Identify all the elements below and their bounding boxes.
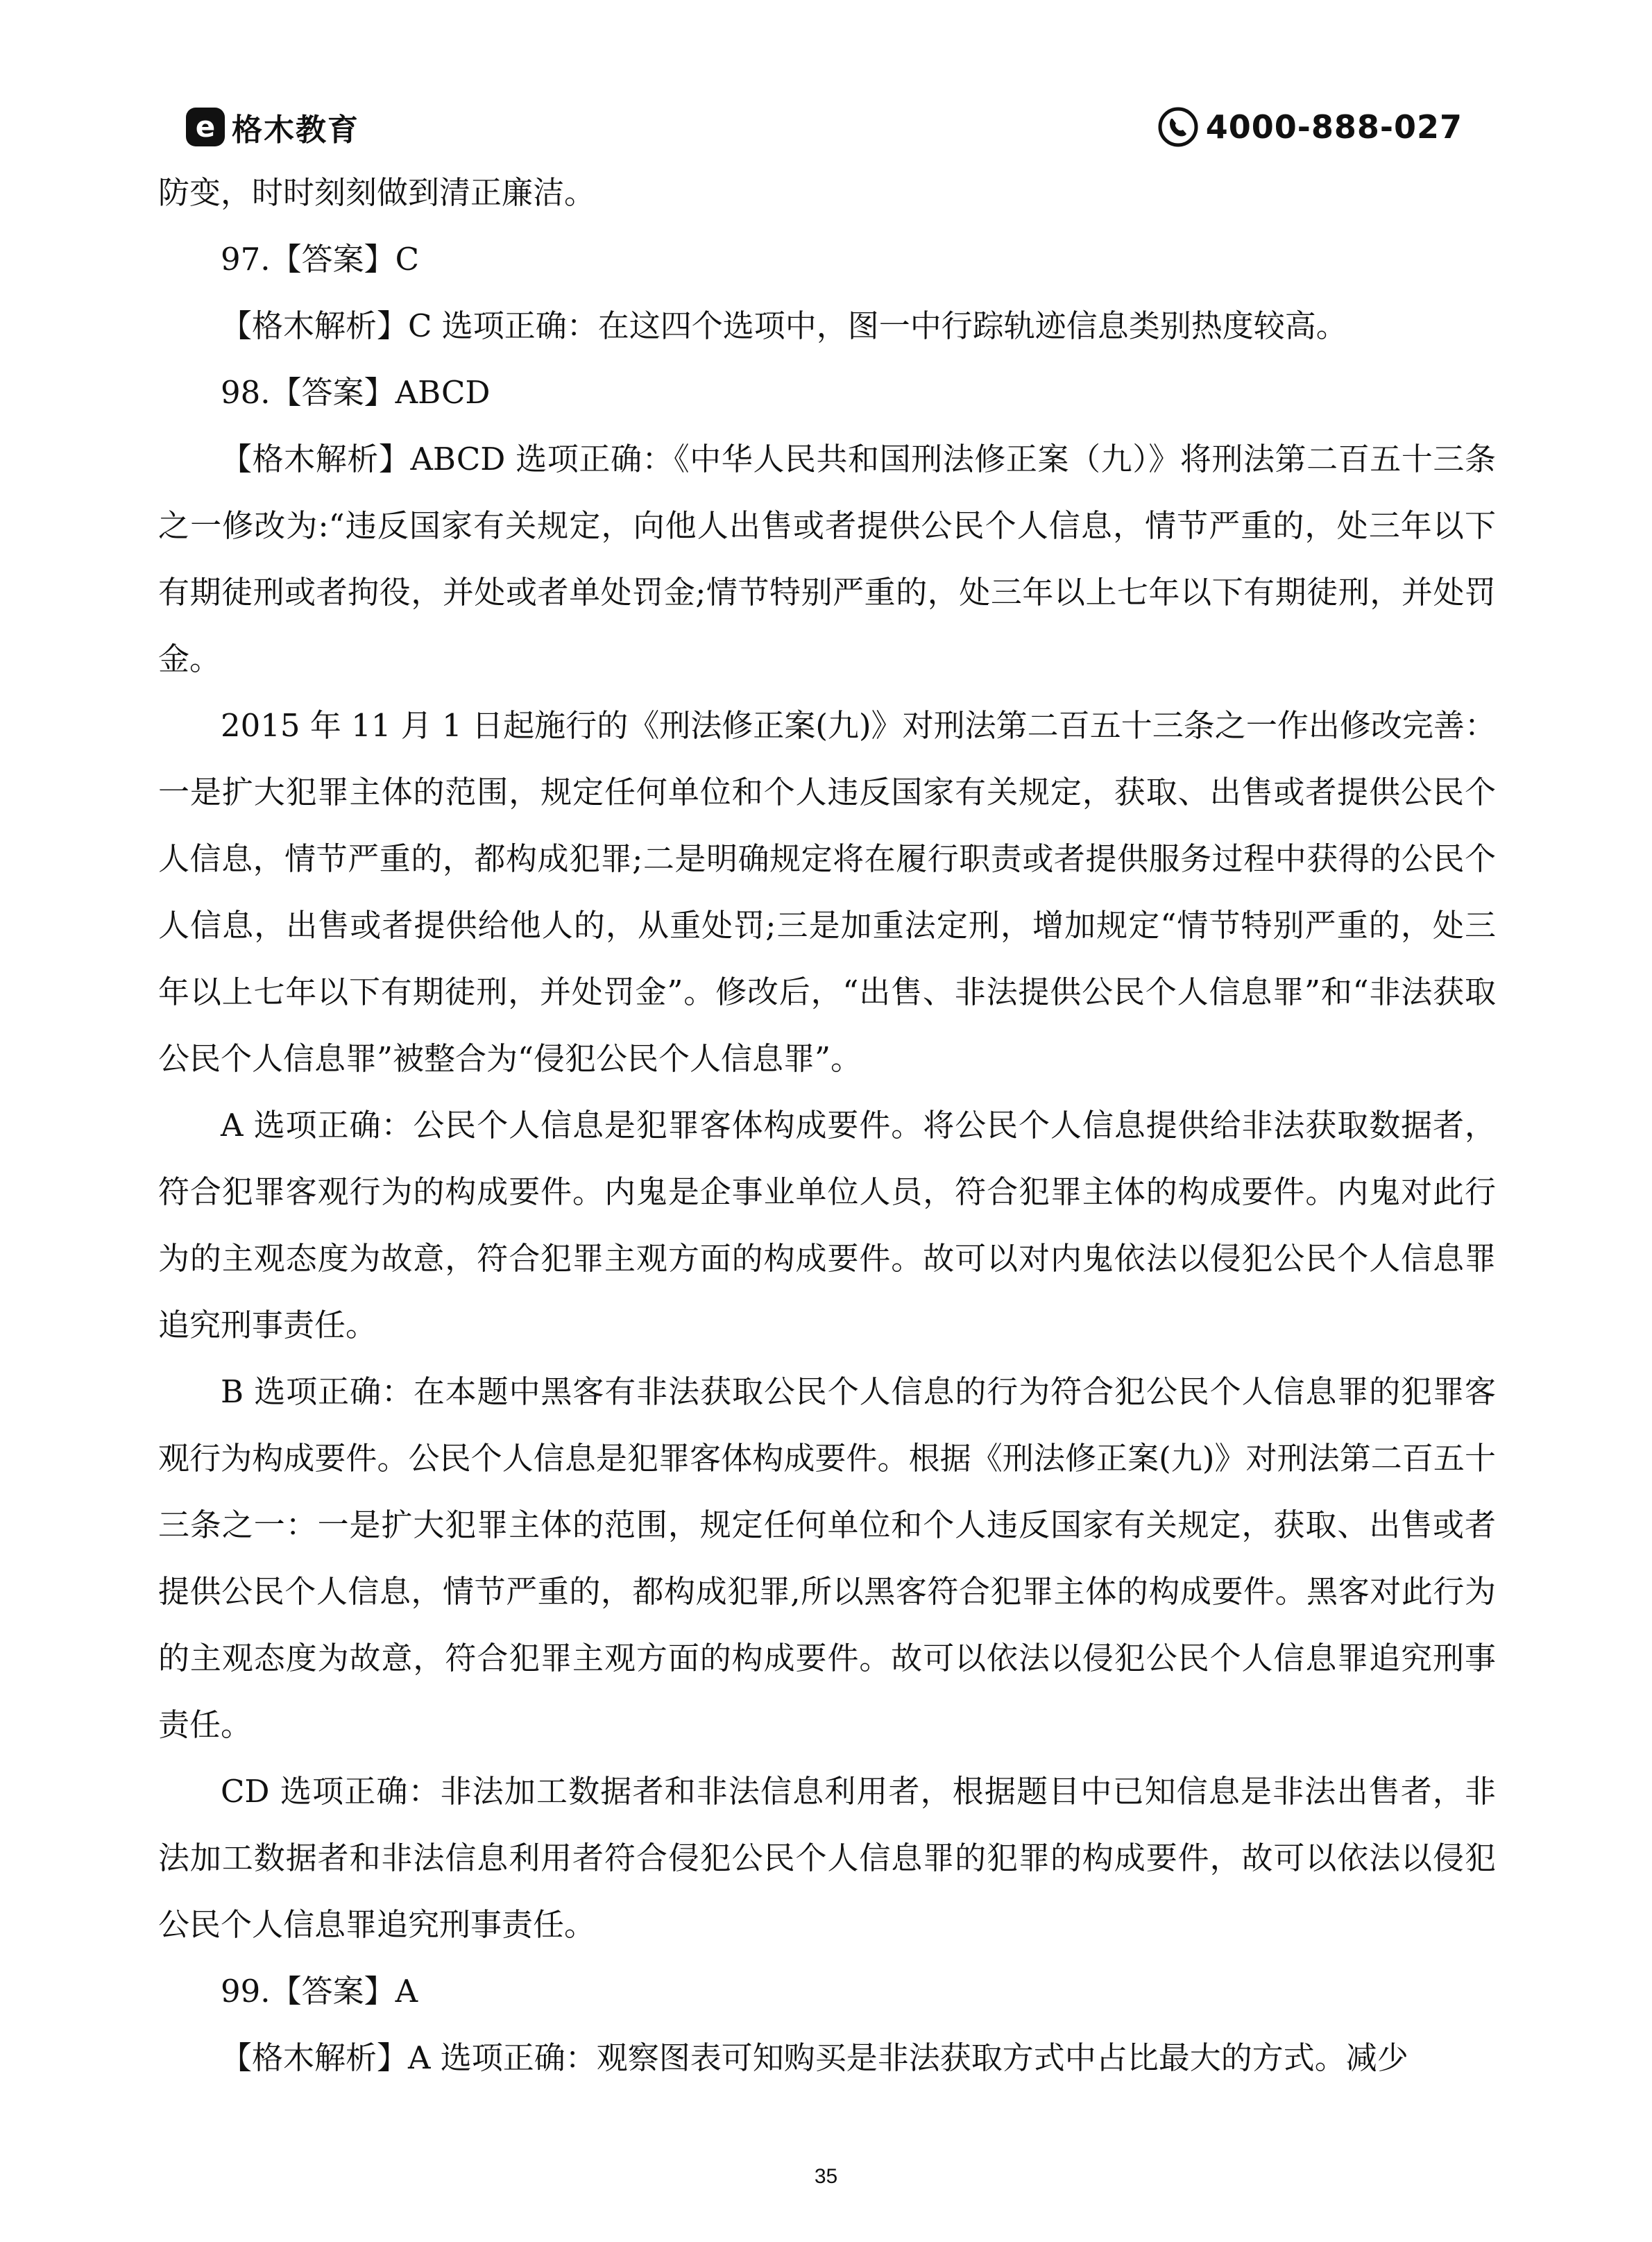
- document-body: [158, 160, 1496, 2091]
- paragraph-option-cd: CD 选项正确：非法加工数据者和非法信息利用者，根据题目中已知信息是非法出售者，非法加工数据者和非法信息利用者符合侵犯公民个人信息罪的犯罪的构成要件，故可以依法以侵犯公民个人信息罪追究刑事责任。: [158, 1773, 1496, 1943]
- page-header: [186, 103, 1463, 151]
- phone-number: 4000-888-027: [1205, 108, 1463, 146]
- analysis-98: 【格木解析】ABCD 选项正确：《中华人民共和国刑法修正案（九）》将刑法第二百五十三条之一修改为:“违反国家有关规定，向他人出售或者提供公民个人信息，情节严重的，处三年以下有期徒刑或者拘役，并处或者单处罚金;情节特别严重的，处三年以上七年以下有期徒刑，并处罚金。: [158, 441, 1496, 677]
- phone-contact: [1157, 103, 1463, 151]
- analysis-97: 【格木解析】C 选项正确：在这四个选项中，图一中行踪轨迹信息类别热度较高。: [221, 307, 1347, 344]
- brand-logo: [186, 103, 359, 151]
- answer-98: 98.【答案】ABCD: [221, 374, 491, 411]
- paragraph-law-amendment: 2015 年 11 月 1 日起施行的《刑法修正案(九)》对刑法第二百五十三条之一作出修改完善：一是扩大犯罪主体的范围，规定任何单位和个人违反国家有关规定，获取、出售或者提供公民个人信息，情节严重的，都构成犯罪;二是明确规定将在履行职责或者提供服务过程中获得的公民个人信息，出售或者提供给他人的，从重处罚;三是加重法定刑，增加规定“情节特别严重的，处三年以上七年以下有期徒刑，并处罚金”。修改后，“出售、非法提供公民个人信息罪”和“非法获取公民个人信息罪”被整合为“侵犯公民个人信息罪”。: [158, 707, 1496, 1077]
- page-number: 35: [814, 2165, 838, 2188]
- answer-99: 99.【答案】A: [221, 1973, 418, 2010]
- paragraph-option-b: B 选项正确：在本题中黑客有非法获取公民个人信息的行为符合犯公民个人信息罪的犯罪客观行为构成要件。公民个人信息是犯罪客体构成要件。根据《刑法修正案(九)》对刑法第二百五十三条之一：一是扩大犯罪主体的范围，规定任何单位和个人违反国家有关规定，获取、出售或者提供公民个人信息，情节严重的，都构成犯罪,所以黑客符合犯罪主体的构成要件。黑客对此行为的主观态度为故意，符合犯罪主观方面的构成要件。故可以依法以侵犯公民个人信息罪追究刑事责任。: [158, 1373, 1496, 1743]
- paragraph-continuation: 防变，时时刻刻做到清正廉洁。: [158, 174, 596, 211]
- paragraph-option-a: A 选项正确：公民个人信息是犯罪客体构成要件。将公民个人信息提供给非法获取数据者，符合犯罪客观行为的构成要件。内鬼是企事业单位人员，符合犯罪主体的构成要件。内鬼对此行为的主观态度为故意，符合犯罪主观方面的构成要件。故可以对内鬼依法以侵犯公民个人信息罪追究刑事责任。: [158, 1107, 1496, 1343]
- logo-e-icon: e: [186, 108, 225, 146]
- answer-97: 97.【答案】C: [221, 241, 419, 278]
- phone-icon: [1157, 106, 1199, 148]
- analysis-99: 【格木解析】A 选项正确：观察图表可知购买是非法获取方式中占比最大的方式。减少: [221, 2039, 1408, 2076]
- logo-text: 格木教育: [232, 112, 359, 148]
